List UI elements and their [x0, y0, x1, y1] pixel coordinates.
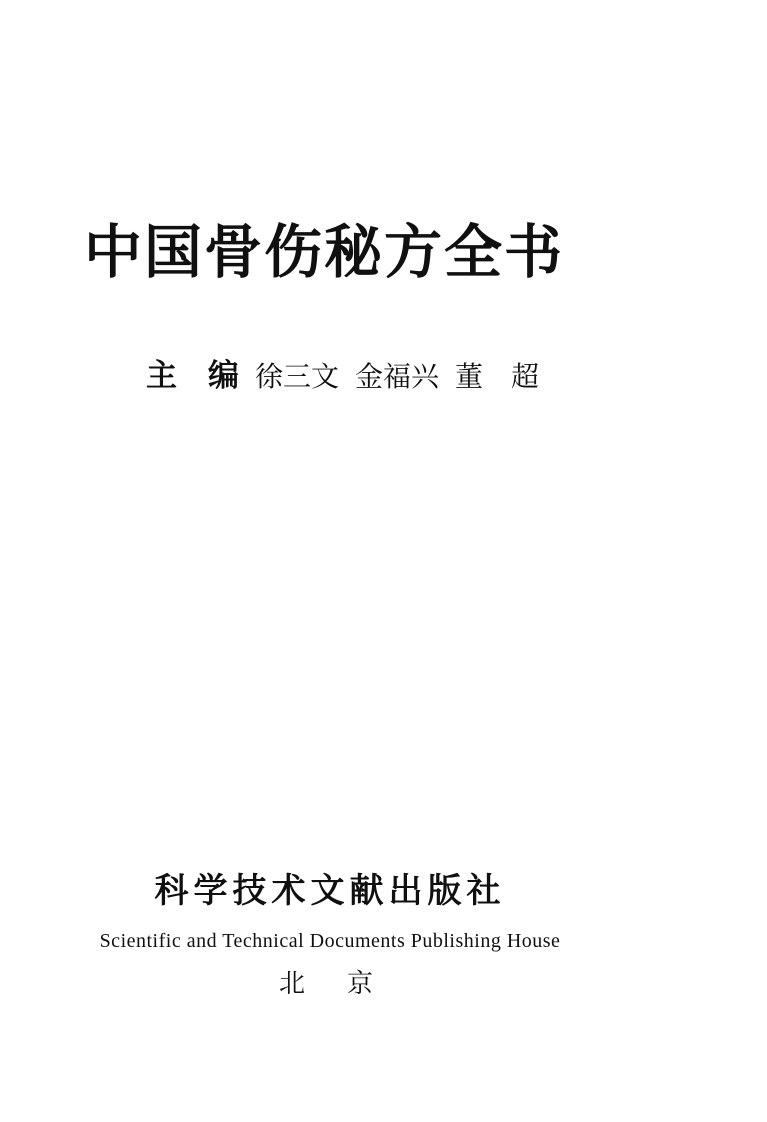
editor-name: 董 超 — [455, 362, 540, 393]
editor-name: 徐三文 — [255, 362, 340, 393]
publisher-city: 北 京 — [278, 968, 381, 998]
editor-role-label: 主 编 — [146, 358, 239, 393]
publisher-block — [0, 872, 660, 999]
publisher-name-english: Scientific and Technical Documents Publishing House — [99, 929, 561, 952]
editor-name: 金福兴 — [355, 362, 440, 393]
editors-line — [146, 350, 539, 395]
publisher-name-chinese: 科学技术文献出版社 — [154, 873, 506, 910]
book-title: 中国骨伤秘方全书 — [84, 220, 565, 285]
